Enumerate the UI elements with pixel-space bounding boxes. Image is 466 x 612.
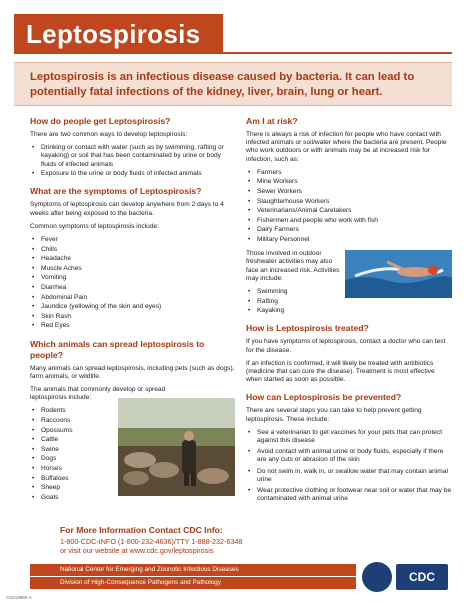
- list-item: • Swimming: [246, 288, 452, 296]
- contact-phone: 1-800-CDC-INFO (1-800-232-4636)/TTY 1-888-232-6348: [60, 537, 243, 546]
- farm-animals-photo: [118, 398, 235, 496]
- list-item: • Cattle: [30, 436, 238, 444]
- risk-heading: Am I at risk?: [246, 116, 298, 126]
- symptoms-list: [30, 236, 238, 331]
- logos: [362, 562, 450, 592]
- right-column: [246, 116, 452, 511]
- prevented-text: There are several steps you can take to help prevent getting leptospirosis. These include:: [246, 407, 422, 423]
- hhs-logo-icon: [362, 562, 392, 592]
- treated-text2: If an infection is confirmed, it will likely be treated with antibiotics (medicine that can cure the disease). Treatment is most effective when started as soon as possible.: [246, 359, 435, 384]
- list-item: • Chills: [30, 246, 238, 254]
- list-item: • Dogs: [30, 455, 238, 463]
- list-item: • Swine: [30, 446, 238, 454]
- list-item: • Buffaloes: [30, 475, 238, 483]
- list-item: • Headache: [30, 255, 238, 263]
- prevented-list: [246, 429, 452, 504]
- page-title: Leptospirosis: [14, 14, 223, 54]
- list-item: • See a veterinarian to get vaccines for your pets that can protect against this disease: [246, 429, 452, 445]
- list-item: • Farmers: [246, 169, 452, 177]
- treated-heading: How is Leptospirosis treated?: [246, 323, 369, 334]
- list-item: • Skin Rash: [30, 313, 238, 321]
- list-item: • Horses: [30, 465, 238, 473]
- prevented-heading: How can Leptospirosis be prevented?: [246, 392, 402, 403]
- treated-section: [246, 323, 452, 384]
- prevented-section: [246, 392, 452, 503]
- list-item: • Rodents: [30, 407, 238, 415]
- risk-text2: Those involved in outdoor freshwater activities may also face an increased risk. Activities may include:: [246, 250, 340, 282]
- contact-info: [60, 525, 440, 555]
- animals-text2: The animals that commonly develop or spread leptospirosis include:: [30, 385, 166, 402]
- list-item: • Rafting: [246, 298, 452, 306]
- title-rule: [223, 52, 452, 54]
- list-item: • Drinking or contact with water (such as by swimming, rafting or kayaking) or soil that has been contaminated by urine or body fluids of infected animals: [30, 144, 238, 169]
- contact-web-link[interactable]: or visit our website at www.cdc.gov/leptospirosis: [60, 546, 214, 555]
- risk-list: [246, 169, 452, 244]
- risk-text: There is always a risk of infection for people who have contact with infected animals or soil/water where the bacteria are present. People who work outdoors or with animals may be at increased risk for infection, such as:: [246, 131, 447, 163]
- intro-banner: Leptospirosis is an infectious disease caused by bacteria. It can lead to potentially fatal infections of the kidney, liver, brain, lung or heart.: [14, 62, 452, 106]
- center-band: National Center for Emerging and Zoonotic Infectious Diseases: [30, 564, 356, 576]
- symptoms-heading: What are the symptoms of Leptospirosis?: [30, 186, 202, 197]
- list-item: • Military Personnel: [246, 236, 452, 244]
- list-item: • Avoid contact with animal urine or body fluids, especially if there are any cuts or abrasion of the skin: [246, 448, 452, 464]
- list-item: • Vomiting: [30, 274, 238, 282]
- list-item: • Sheep: [30, 484, 238, 492]
- list-item: • Wear protective clothing or footwear near soil or water that may be contaminated with animal urine: [246, 487, 452, 503]
- list-item: • Slaughterhouse Workers: [246, 198, 452, 206]
- list-item: • Jaundice (yellowing of the skin and eyes): [30, 303, 238, 311]
- animals-heading: Which animals can spread leptospirosis to people?: [30, 338, 205, 360]
- list-item: • Do not swim in, walk in, or swallow water that may contain animal urine: [246, 468, 452, 484]
- list-item: • Abdominal Pain: [30, 294, 238, 302]
- list-item: • Muscle Aches: [30, 265, 238, 273]
- how-text: There are two common ways to develop leptospirosis:: [30, 131, 188, 138]
- cdc-logo-icon: CDC: [396, 564, 448, 590]
- how-section: [30, 116, 238, 178]
- symptoms-text: Symptoms of leptospirosis can develop anywhere from 2 days to 4 weeks after being exposed to the bacteria.: [30, 201, 224, 217]
- list-item: • Opossums: [30, 427, 238, 435]
- list-item: • Kayaking: [246, 307, 452, 315]
- list-item: • Mine Workers: [246, 178, 452, 186]
- treated-text: If you have symptoms of leptospirosis, contact a doctor who can test for the disease.: [246, 338, 446, 354]
- list-item: • Dairy Farmers: [246, 226, 452, 234]
- list-item: • Raccoons: [30, 417, 238, 425]
- list-item: • Fever: [30, 236, 238, 244]
- contact-heading: For More Information Contact CDC Info:: [60, 525, 223, 535]
- list-item: • Goats: [30, 494, 238, 502]
- animals-text: Many animals can spread leptospirosis, including pets (such as dogs), farm animals, or wildlife.: [30, 364, 235, 380]
- list-item: • Sewer Workers: [246, 188, 452, 196]
- list-item: • Veterinarians/Animal Caretakers: [246, 207, 452, 215]
- list-item: • Exposure to the urine or body fluids of infected animals: [30, 170, 238, 178]
- list-item: • Diarrhea: [30, 284, 238, 292]
- list-item: • Red Eyes: [30, 322, 238, 330]
- how-list: [30, 144, 238, 178]
- document-code: CS219990-A: [6, 595, 32, 600]
- swimmer-illustration: [345, 250, 452, 298]
- swimmer-photo: [345, 250, 452, 298]
- how-heading: How do people get Leptospirosis?: [30, 116, 171, 126]
- division-band: Division of High-Consequence Pathogens and Pathology: [30, 577, 356, 589]
- list-item: • Fishermen and people who work with fish: [246, 217, 452, 225]
- symptoms-section: [30, 186, 238, 330]
- symptoms-text2: Common symptoms of leptospirosis include:: [30, 222, 159, 230]
- farm-animals-illustration: [118, 398, 235, 496]
